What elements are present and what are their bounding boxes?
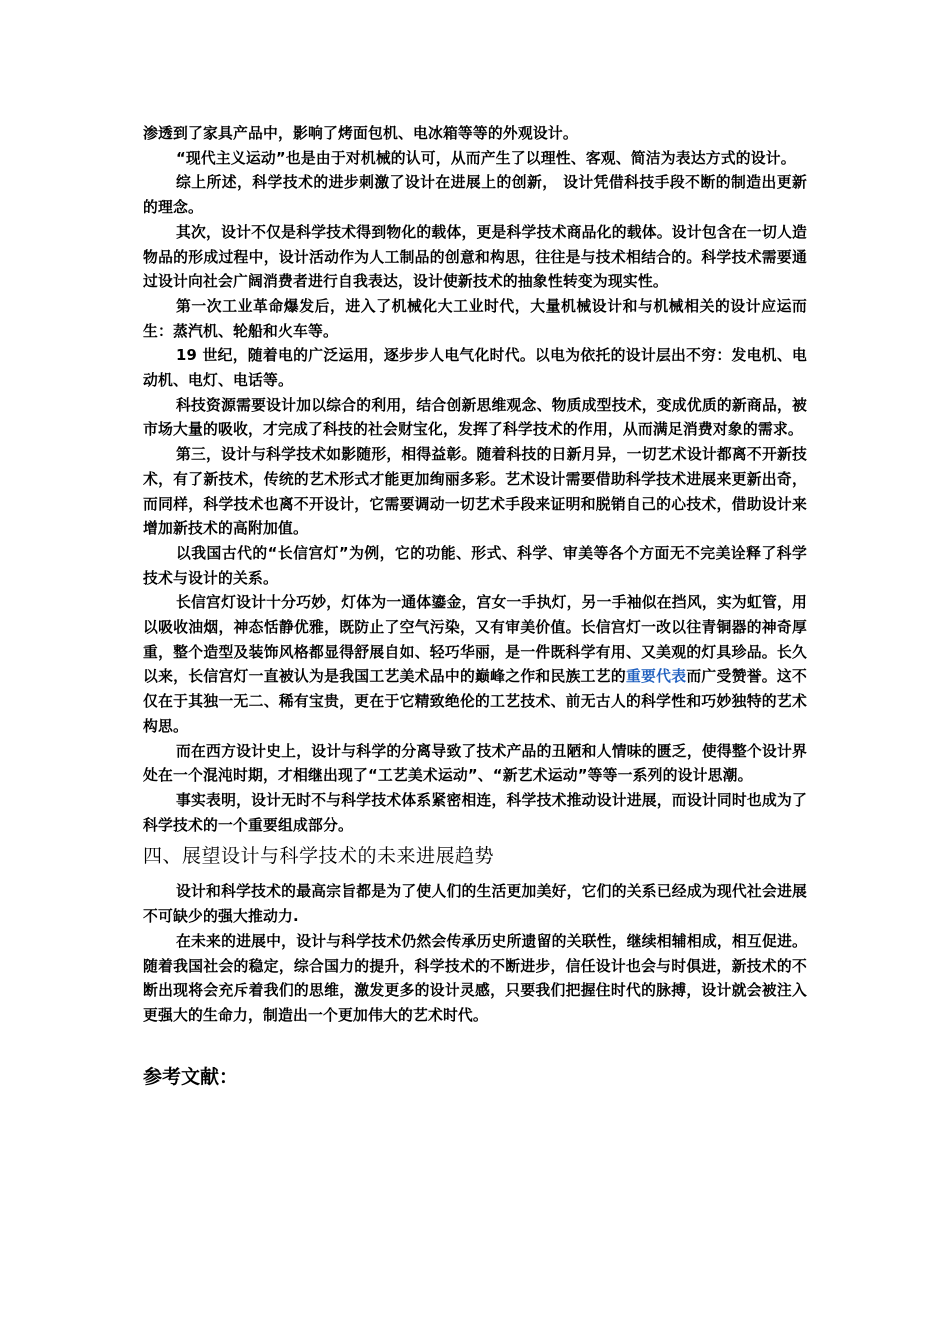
paragraph: 第三，设计与科学技术如影随形，相得益彰。随着科技的日新月异，一切艺术设计都离不开新技术，有了新技术，传统的艺术形式才能更加绚丽多彩。艺术设计需要借助科学技术进展来更新出奇，而同样，科学技术也离不开设计，它需要调动一切艺术手段来证明和脱销自己的心技术，借助设计来增加新技术的高附加值。 bbox=[143, 446, 807, 538]
document-page bbox=[143, 122, 807, 1091]
paragraph: 科技资源需要设计加以综合的利用，结合创新思维观念、物质成型技术，变成优质的新商品，被市场大量的吸收，才完成了科技的社会财宝化，发挥了科学技术的作用，从而满足消费对象的需求。 bbox=[143, 396, 807, 439]
paragraph: 19 世纪，随着电的广泛运用，逐步步人电气化时代。以电为依托的设计层出不穷：发电机、电动机、电灯、电话等。 bbox=[143, 347, 807, 390]
paragraph: 在未来的进展中，设计与科学技术仍然会传承历史所遗留的关联性，继续相辅相成，相互促进。随着我国社会的稳定，综合国力的提升，科学技术的不断进步，信任设计也会与时俱进，新技术的不断出现将会充斥着我们的思维，激发更多的设计灵感，只要我们把握住时代的脉搏，设计就会被注入更强大的生命力，制造出一个更加伟大的艺术时代。 bbox=[143, 932, 807, 1024]
paragraph: 其次，设计不仅是科学技术得到物化的载体，更是科学技术商品化的载体。设计包含在一切人造物品的形成过程中，设计活动作为人工制品的创意和构思，往往是与技术相结合的。科学技术需要通过设计向社会广阔消费者进行自我表达，设计使新技术的抽象性转变为现实性。 bbox=[143, 223, 807, 291]
paragraph: 渗透到了家具产品中，影响了烤面包机、电冰箱等等的外观设计。 bbox=[143, 125, 578, 142]
paragraph: 第一次工业革命爆发后，进入了机械化大工业时代，大量机械设计和与机械相关的设计应运而生：蒸汽机、轮船和火车等。 bbox=[143, 297, 807, 340]
paragraph: “现代主义运动”也是由于对机械的认可，从而产生了以理性、客观、简洁为表达方式的设计。 bbox=[176, 149, 796, 167]
paragraph: 以我国古代的“长信宫灯”为例，它的功能、形式、科学、审美等各个方面无不完美诠释了科学技术与设计的关系。 bbox=[143, 544, 807, 587]
section-heading: 四、展望设计与科学技术的未来进展趋势 bbox=[143, 845, 495, 868]
lamp-text-before: 长信宫灯设计十分巧妙，灯体为一通体鎏金，宫女一手执灯，另一手袖似在挡风，实为虹管，用以吸收油烟，神态恬静优雅，既防止了空气污染，又有审美价值。长信宫灯一改以往青铜器的神奇厚重，整个造型及装饰风格都显得舒展自如、轻巧华丽，是一件既科学有用、又美观的灯具珍品。长久以来，长信宫灯一直被认为是我国工艺美术品中的巅峰之作和民族工艺的 bbox=[143, 594, 807, 686]
lamp-paragraph bbox=[143, 591, 807, 739]
paragraph: 而在西方设计史上，设计与科学的分离导致了技术产品的丑陋和人情味的匮乏，使得整个设计界处在一个混沌时期，才相继出现了“工艺美术运动”、“新艺术运动”等等一系列的设计思潮。 bbox=[143, 742, 807, 785]
paragraph: 设计和科学技术的最高宗旨都是为了使人们的生活更加美好，它们的关系已经成为现代社会进展不可缺少的强大推动力. bbox=[143, 883, 807, 926]
important-representative-link[interactable]: 重要代表 bbox=[625, 668, 687, 686]
lamp-text-after: 而广受赞誉。这不仅在于其独一无二、稀有宝贵，更在于它精致绝伦的工艺技术、前无古人的科学性和巧妙独特的艺术构思。 bbox=[143, 668, 807, 735]
references-heading: 参考文献： bbox=[143, 1065, 239, 1088]
paragraph: 综上所述，科学技术的进步刺激了设计在进展上的创新， 设计凭借科技手段不断的制造出更新的理念。 bbox=[143, 174, 807, 217]
paragraph: 事实表明，设计无时不与科学技术体系紧密相连，科学技术推动设计进展，而设计同时也成为了科学技术的一个重要组成部分。 bbox=[143, 791, 807, 834]
